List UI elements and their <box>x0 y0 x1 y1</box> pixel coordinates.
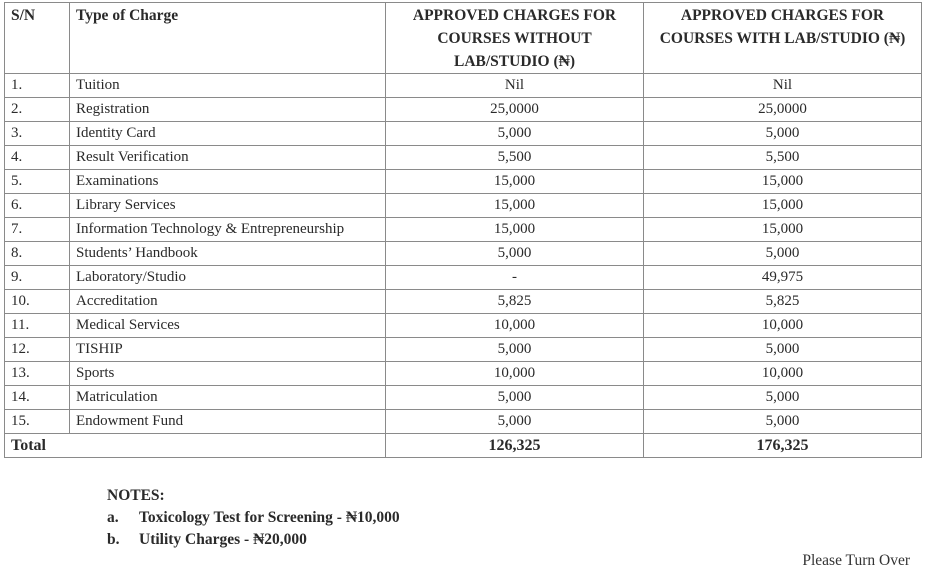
row-with-lab: 5,000 <box>644 410 922 434</box>
row-with-lab: 5,000 <box>644 386 922 410</box>
table-row <box>5 362 922 386</box>
row-without-lab: 5,000 <box>386 338 644 362</box>
row-with-lab: 5,825 <box>644 290 922 314</box>
row-type: Endowment Fund <box>70 410 386 434</box>
table-row <box>5 410 922 434</box>
row-sn: 9. <box>5 266 70 290</box>
row-with-lab: 5,000 <box>644 338 922 362</box>
row-type: Tuition <box>70 74 386 98</box>
row-sn: 15. <box>5 410 70 434</box>
row-sn: 11. <box>5 314 70 338</box>
row-with-lab: 15,000 <box>644 218 922 242</box>
total-label: Total <box>5 434 386 458</box>
row-without-lab: 5,000 <box>386 122 644 146</box>
row-without-lab: 5,000 <box>386 242 644 266</box>
row-without-lab: 25,0000 <box>386 98 644 122</box>
row-sn: 7. <box>5 218 70 242</box>
row-sn: 5. <box>5 170 70 194</box>
table-row <box>5 194 922 218</box>
header-with-lab: APPROVED CHARGES FOR COURSES WITH LAB/STUDIO (₦) <box>644 3 922 74</box>
note-item <box>107 507 400 529</box>
row-with-lab: 5,000 <box>644 242 922 266</box>
row-without-lab: 5,825 <box>386 290 644 314</box>
table-row <box>5 98 922 122</box>
row-type: Information Technology & Entrepreneurship <box>70 218 386 242</box>
total-without-lab: 126,325 <box>386 434 644 458</box>
table-row <box>5 146 922 170</box>
table-row <box>5 314 922 338</box>
row-with-lab: 5,500 <box>644 146 922 170</box>
charges-table <box>4 2 922 458</box>
notes-title: NOTES: <box>107 487 165 504</box>
row-type: Laboratory/Studio <box>70 266 386 290</box>
table-row <box>5 122 922 146</box>
row-without-lab: 10,000 <box>386 362 644 386</box>
row-without-lab: - <box>386 266 644 290</box>
row-with-lab: 49,975 <box>644 266 922 290</box>
row-with-lab: 5,000 <box>644 122 922 146</box>
row-sn: 1. <box>5 74 70 98</box>
row-without-lab: 10,000 <box>386 314 644 338</box>
notes-section <box>107 485 400 551</box>
header-without-lab: APPROVED CHARGES FOR COURSES WITHOUT LAB/STUDIO (₦) <box>386 3 644 74</box>
row-without-lab: 15,000 <box>386 218 644 242</box>
table-header-row <box>5 3 922 74</box>
row-with-lab: 15,000 <box>644 170 922 194</box>
row-without-lab: 5,000 <box>386 410 644 434</box>
table-row <box>5 170 922 194</box>
row-type: Matriculation <box>70 386 386 410</box>
row-without-lab: 15,000 <box>386 170 644 194</box>
row-type: Registration <box>70 98 386 122</box>
row-sn: 6. <box>5 194 70 218</box>
row-with-lab: 15,000 <box>644 194 922 218</box>
table-row <box>5 242 922 266</box>
row-type: Identity Card <box>70 122 386 146</box>
total-row <box>5 434 922 458</box>
please-turn-over: Please Turn Over <box>802 552 910 569</box>
row-without-lab: 15,000 <box>386 194 644 218</box>
table-row <box>5 218 922 242</box>
note-text: Toxicology Test for Screening - ₦10,000 <box>139 509 400 526</box>
note-text: Utility Charges - ₦20,000 <box>139 531 307 548</box>
row-type: Result Verification <box>70 146 386 170</box>
row-sn: 2. <box>5 98 70 122</box>
row-type: Medical Services <box>70 314 386 338</box>
note-letter: b. <box>107 531 120 548</box>
note-item <box>107 529 400 551</box>
row-type: Examinations <box>70 170 386 194</box>
row-with-lab: 10,000 <box>644 314 922 338</box>
table-row <box>5 290 922 314</box>
row-sn: 12. <box>5 338 70 362</box>
row-sn: 3. <box>5 122 70 146</box>
row-with-lab: 10,000 <box>644 362 922 386</box>
row-type: TISHIP <box>70 338 386 362</box>
row-sn: 14. <box>5 386 70 410</box>
row-type: Sports <box>70 362 386 386</box>
row-without-lab: Nil <box>386 74 644 98</box>
header-type-of-charge: Type of Charge <box>70 3 386 74</box>
row-with-lab: 25,0000 <box>644 98 922 122</box>
header-sn: S/N <box>5 3 70 74</box>
table-body <box>5 74 922 434</box>
row-without-lab: 5,000 <box>386 386 644 410</box>
row-type: Library Services <box>70 194 386 218</box>
row-sn: 4. <box>5 146 70 170</box>
row-without-lab: 5,500 <box>386 146 644 170</box>
table-row <box>5 266 922 290</box>
row-type: Accreditation <box>70 290 386 314</box>
row-sn: 10. <box>5 290 70 314</box>
row-sn: 8. <box>5 242 70 266</box>
note-letter: a. <box>107 509 119 526</box>
row-sn: 13. <box>5 362 70 386</box>
table-row <box>5 74 922 98</box>
table-row <box>5 338 922 362</box>
total-with-lab: 176,325 <box>644 434 922 458</box>
row-with-lab: Nil <box>644 74 922 98</box>
row-type: Students’ Handbook <box>70 242 386 266</box>
table-row <box>5 386 922 410</box>
